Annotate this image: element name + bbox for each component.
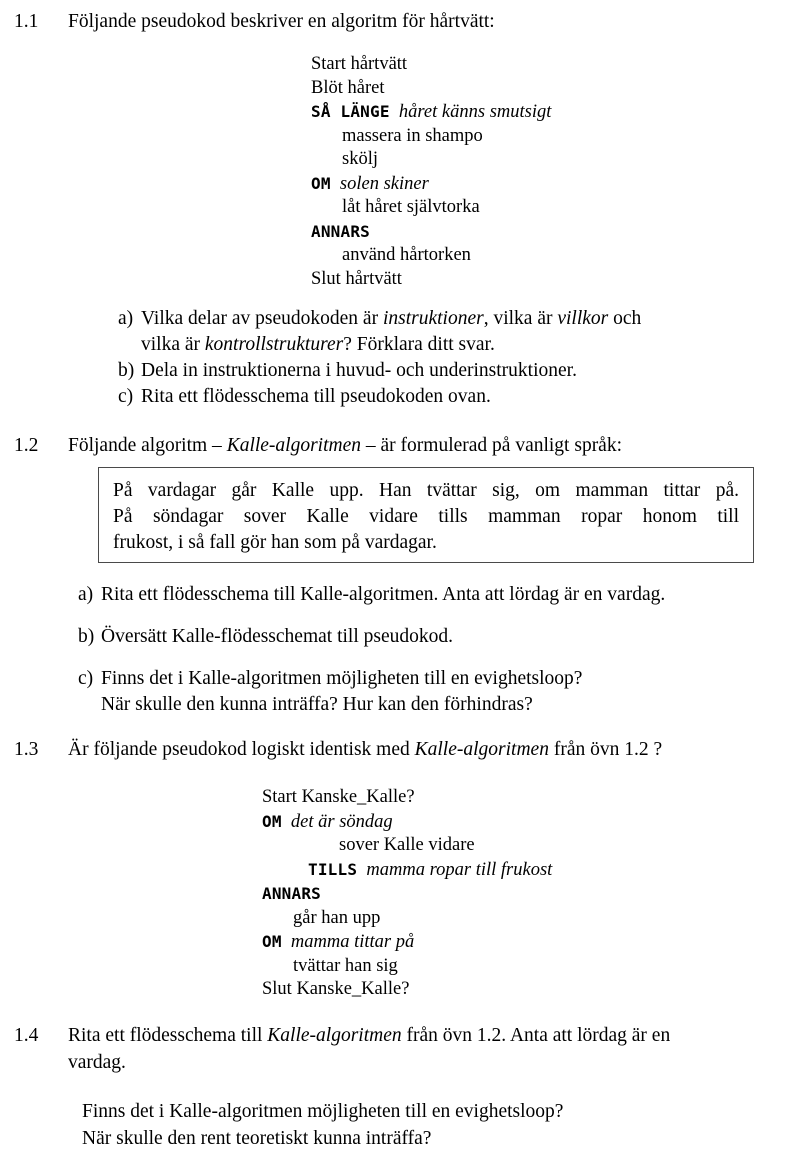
exercise-1-2-subitems bbox=[78, 582, 778, 718]
pseudocode-line bbox=[311, 100, 731, 125]
ex13-title-part1: Är följande pseudokod logiskt identisk med bbox=[68, 739, 415, 760]
pseudocode-text: Start hårtvätt bbox=[311, 54, 408, 74]
exercise-1-2-number: 1.2 bbox=[14, 435, 39, 456]
item-a-emph-kontrollstrukturer: kontrollstrukturer bbox=[204, 334, 344, 355]
ex14-title-line2: vardag. bbox=[68, 1052, 126, 1073]
pseudocode-line bbox=[262, 930, 742, 955]
list-item-letter: a) bbox=[118, 308, 134, 329]
ex13-title-part2: från övn 1.2 ? bbox=[548, 739, 663, 760]
pseudocode-line bbox=[311, 148, 731, 172]
exercise-1-2 bbox=[0, 432, 800, 459]
pseudocode-keyword: TILLS bbox=[308, 859, 358, 879]
exercise-1-2-heading bbox=[0, 432, 800, 459]
pseudocode-line bbox=[262, 882, 742, 907]
pseudocode-line bbox=[262, 955, 742, 979]
pseudocode-line bbox=[262, 786, 742, 810]
pseudocode-text: skölj bbox=[342, 149, 378, 169]
pseudocode-keyword: OM bbox=[262, 811, 282, 831]
list-item-letter: b) bbox=[118, 360, 135, 381]
item-c-line1: Finns det i Kalle-algoritmen möjligheten till en evighetsloop? bbox=[101, 668, 583, 689]
pseudocode-keyword: OM bbox=[311, 173, 331, 193]
pseudocode-condition: mamma ropar till frukost bbox=[366, 859, 553, 880]
pseudocode-line bbox=[311, 220, 731, 245]
exercise-1-1-number: 1.1 bbox=[14, 11, 39, 32]
exercise-1-4-number: 1.4 bbox=[14, 1025, 39, 1046]
pseudocode-line bbox=[311, 172, 731, 197]
list-item bbox=[78, 666, 778, 718]
pseudocode-block-hairwash bbox=[311, 53, 731, 291]
pseudocode-text: använd hårtorken bbox=[342, 245, 471, 265]
list-item-letter: a) bbox=[78, 584, 94, 605]
list-item bbox=[118, 358, 748, 384]
item-a-line2 bbox=[141, 332, 748, 358]
pseudocode-keyword: OM bbox=[262, 932, 282, 951]
item-c-line2: När skulle den kunna inträffa? Hur kan den förhindras? bbox=[101, 694, 533, 715]
pseudocode-line bbox=[262, 810, 742, 835]
pseudocode-text: går han upp bbox=[293, 907, 381, 928]
list-item-text: Översätt Kalle-flödesschemat till pseudokod. bbox=[101, 626, 453, 647]
pseudocode-text: Slut Kanske_Kalle? bbox=[262, 979, 410, 999]
item-a-part1: Vilka delar av pseudokoden är bbox=[141, 308, 383, 329]
exercise-1-3 bbox=[0, 736, 800, 763]
list-item-letter: b) bbox=[78, 626, 95, 647]
list-item bbox=[118, 384, 748, 410]
list-item-text bbox=[101, 666, 778, 718]
ex14-title-emph: Kalle-algoritmen bbox=[267, 1025, 402, 1046]
list-item bbox=[78, 582, 778, 608]
list-item-text: Rita ett flödesschema till pseudokoden ovan. bbox=[141, 386, 491, 407]
list-item-text: Dela in instruktionerna i huvud- och underinstruktioner. bbox=[141, 360, 577, 381]
ex14-title-part1: Rita ett flödesschema till bbox=[68, 1025, 268, 1046]
exercise-1-1-subitems bbox=[118, 306, 748, 410]
exercise-1-2-title bbox=[68, 432, 800, 459]
pseudocode-line bbox=[311, 125, 731, 149]
pseudocode-line bbox=[262, 858, 742, 883]
exercise-1-3-heading bbox=[0, 736, 800, 763]
pseudocode-line bbox=[311, 77, 731, 101]
pseudocode-keyword: ANNARS bbox=[262, 884, 321, 903]
pseudocode-text: Slut hårtvätt bbox=[311, 268, 402, 289]
pseudocode-text: massera in shampo bbox=[342, 125, 483, 146]
quote-line: frukost, i så fall gör han som på vardagar. bbox=[113, 532, 437, 553]
exercise-1-1 bbox=[0, 8, 800, 35]
pseudocode-condition: solen skiner bbox=[339, 173, 429, 194]
list-item-text bbox=[141, 306, 748, 358]
exercise-1-4-note bbox=[82, 1098, 742, 1152]
pseudocode-line bbox=[262, 978, 742, 1002]
ex14-title-part2: från övn 1.2. Anta att lördag är en bbox=[401, 1025, 671, 1046]
pseudocode-keyword: ANNARS bbox=[311, 221, 370, 241]
exercise-1-4 bbox=[0, 1022, 800, 1076]
list-item bbox=[118, 306, 748, 358]
item-a-part5: ? Förklara ditt svar. bbox=[343, 334, 495, 355]
exercise-1-4-heading bbox=[0, 1022, 800, 1076]
list-item-text: Rita ett flödesschema till Kalle-algoritmen. Anta att lördag är en vardag. bbox=[101, 584, 666, 605]
quote-line: På söndagar sover Kalle vidare tills mamman ropar honom till bbox=[113, 506, 739, 527]
item-a-part4: vilka är bbox=[141, 334, 205, 355]
pseudocode-line bbox=[262, 834, 742, 858]
exercise-1-1-title: Följande pseudokod beskriver en algoritm för hårtvätt: bbox=[68, 11, 495, 32]
pseudocode-block-kanske-kalle bbox=[262, 786, 742, 1002]
pseudocode-text: Blöt håret bbox=[311, 77, 385, 98]
pseudocode-line bbox=[311, 268, 731, 292]
pseudocode-text: sover Kalle vidare bbox=[339, 835, 475, 855]
pseudocode-line bbox=[311, 244, 731, 268]
pseudocode-text: låt håret självtorka bbox=[342, 197, 480, 217]
ex12-title-emph: Kalle-algoritmen bbox=[226, 435, 362, 456]
item-a-part3: och bbox=[608, 308, 642, 329]
pseudocode-text: Start Kanske_Kalle? bbox=[262, 787, 415, 807]
pseudocode-condition: håret känns smutsigt bbox=[398, 102, 552, 122]
pseudocode-condition: det är söndag bbox=[290, 811, 393, 832]
exercise-1-4-title bbox=[68, 1022, 800, 1076]
list-item-letter: c) bbox=[78, 668, 94, 689]
note-line: Finns det i Kalle-algoritmen möjligheten till en evighetsloop? bbox=[82, 1101, 564, 1122]
list-item bbox=[78, 624, 778, 650]
list-item-letter: c) bbox=[118, 386, 134, 407]
item-a-part2: , vilka är bbox=[483, 308, 558, 329]
quote-line: På vardagar går Kalle upp. Han tvättar sig, om mamman tittar på. bbox=[113, 480, 739, 501]
pseudocode-text: tvättar han sig bbox=[293, 955, 398, 976]
kalle-algorithm-quote-box bbox=[98, 467, 754, 563]
exercise-1-1-heading bbox=[0, 8, 800, 35]
item-a-emph-instruktioner: instruktioner bbox=[382, 308, 484, 329]
ex12-title-part2: – är formulerad på vanligt språk: bbox=[361, 435, 623, 456]
exercise-1-3-number: 1.3 bbox=[14, 739, 39, 760]
ex13-title-emph: Kalle-algoritmen bbox=[414, 739, 549, 760]
pseudocode-keyword: SÅ LÄNGE bbox=[311, 102, 390, 121]
pseudocode-line bbox=[311, 53, 731, 77]
pseudocode-line bbox=[262, 907, 742, 931]
ex12-title-part1: Följande algoritm – bbox=[68, 435, 227, 456]
pseudocode-condition: mamma tittar på bbox=[290, 932, 415, 952]
note-line: När skulle den rent teoretiskt kunna inträffa? bbox=[82, 1128, 432, 1149]
exercise-1-3-title bbox=[68, 736, 800, 763]
item-a-emph-villkor: villkor bbox=[557, 308, 609, 329]
pseudocode-line bbox=[311, 196, 731, 220]
